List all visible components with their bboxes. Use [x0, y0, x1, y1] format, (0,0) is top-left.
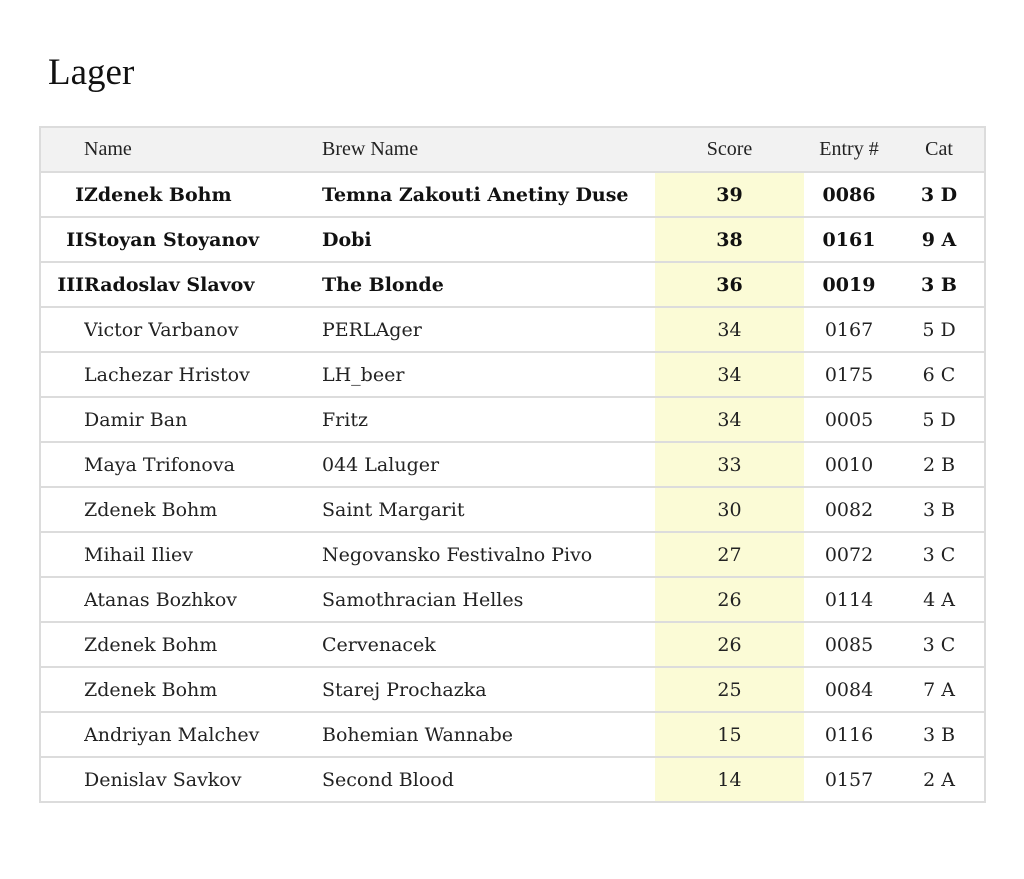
cell-score: 15 — [655, 712, 804, 757]
header-entry: Entry # — [804, 127, 894, 172]
header-brew-name: Brew Name — [322, 127, 655, 172]
cell-brew-name: Bohemian Wannabe — [322, 712, 655, 757]
cell-rank — [40, 487, 84, 532]
cell-score: 34 — [655, 397, 804, 442]
cell-brew-name: The Blonde — [322, 262, 655, 307]
cell-brew-name: PERLAger — [322, 307, 655, 352]
cell-cat: 5 D — [894, 307, 985, 352]
results-body — [40, 172, 985, 802]
cell-cat: 3 C — [894, 622, 985, 667]
cell-name: Radoslav Slavov — [84, 262, 322, 307]
cell-brew-name: Saint Margarit — [322, 487, 655, 532]
cell-name: Victor Varbanov — [84, 307, 322, 352]
cell-rank — [40, 577, 84, 622]
cell-name: Zdenek Bohm — [84, 667, 322, 712]
cell-cat: 7 A — [894, 667, 985, 712]
cell-name: Damir Ban — [84, 397, 322, 442]
cell-entry: 0085 — [804, 622, 894, 667]
results-table — [39, 126, 986, 803]
header-name: Name — [84, 127, 322, 172]
cell-entry: 0082 — [804, 487, 894, 532]
cell-score: 30 — [655, 487, 804, 532]
cell-rank — [40, 397, 84, 442]
page-title: Lager — [48, 52, 135, 93]
cell-cat: 5 D — [894, 397, 985, 442]
cell-rank — [40, 712, 84, 757]
cell-entry: 0157 — [804, 757, 894, 802]
cell-brew-name: Negovansko Festivalno Pivo — [322, 532, 655, 577]
table-row — [40, 487, 985, 532]
cell-cat: 3 D — [894, 172, 985, 217]
header-cat: Cat — [894, 127, 985, 172]
cell-brew-name: Starej Prochazka — [322, 667, 655, 712]
table-row — [40, 262, 985, 307]
cell-rank — [40, 352, 84, 397]
cell-score: 34 — [655, 352, 804, 397]
cell-brew-name: LH_beer — [322, 352, 655, 397]
cell-score: 33 — [655, 442, 804, 487]
cell-name: Denislav Savkov — [84, 757, 322, 802]
cell-cat: 3 B — [894, 262, 985, 307]
table-row — [40, 217, 985, 262]
cell-entry: 0019 — [804, 262, 894, 307]
cell-name: Zdenek Bohm — [84, 172, 322, 217]
cell-rank — [40, 442, 84, 487]
cell-cat: 2 B — [894, 442, 985, 487]
cell-rank — [40, 532, 84, 577]
cell-cat: 3 B — [894, 487, 985, 532]
cell-brew-name: Second Blood — [322, 757, 655, 802]
cell-cat: 2 A — [894, 757, 985, 802]
cell-brew-name: Samothracian Helles — [322, 577, 655, 622]
cell-rank — [40, 667, 84, 712]
cell-brew-name: Temna Zakouti Anetiny Duse — [322, 172, 655, 217]
cell-score: 38 — [655, 217, 804, 262]
cell-name: Zdenek Bohm — [84, 622, 322, 667]
cell-name: Andriyan Malchev — [84, 712, 322, 757]
cell-score: 34 — [655, 307, 804, 352]
cell-brew-name: 044 Laluger — [322, 442, 655, 487]
cell-entry: 0175 — [804, 352, 894, 397]
cell-cat: 3 B — [894, 712, 985, 757]
cell-entry: 0167 — [804, 307, 894, 352]
cell-name: Maya Trifonova — [84, 442, 322, 487]
cell-name: Zdenek Bohm — [84, 487, 322, 532]
cell-rank — [40, 757, 84, 802]
cell-name: Atanas Bozhkov — [84, 577, 322, 622]
cell-name: Lachezar Hristov — [84, 352, 322, 397]
cell-name: Stoyan Stoyanov — [84, 217, 322, 262]
cell-entry: 0114 — [804, 577, 894, 622]
table-row — [40, 172, 985, 217]
table-row — [40, 577, 985, 622]
cell-cat: 9 A — [894, 217, 985, 262]
cell-rank — [40, 622, 84, 667]
cell-entry: 0116 — [804, 712, 894, 757]
cell-entry: 0086 — [804, 172, 894, 217]
cell-entry: 0010 — [804, 442, 894, 487]
cell-score: 26 — [655, 622, 804, 667]
cell-rank — [40, 307, 84, 352]
table-row — [40, 622, 985, 667]
cell-entry: 0072 — [804, 532, 894, 577]
cell-cat: 6 C — [894, 352, 985, 397]
cell-score: 36 — [655, 262, 804, 307]
cell-brew-name: Dobi — [322, 217, 655, 262]
cell-rank: I — [40, 172, 84, 217]
cell-score: 14 — [655, 757, 804, 802]
header-rank — [40, 127, 84, 172]
cell-rank: III — [40, 262, 84, 307]
cell-cat: 4 A — [894, 577, 985, 622]
table-row — [40, 307, 985, 352]
cell-name: Mihail Iliev — [84, 532, 322, 577]
cell-score: 25 — [655, 667, 804, 712]
cell-brew-name: Cervenacek — [322, 622, 655, 667]
cell-entry: 0084 — [804, 667, 894, 712]
table-row — [40, 397, 985, 442]
table-row — [40, 532, 985, 577]
table-row — [40, 757, 985, 802]
cell-entry: 0005 — [804, 397, 894, 442]
table-row — [40, 712, 985, 757]
cell-cat: 3 C — [894, 532, 985, 577]
cell-score: 27 — [655, 532, 804, 577]
header-score: Score — [655, 127, 804, 172]
cell-rank: II — [40, 217, 84, 262]
cell-score: 26 — [655, 577, 804, 622]
table-row — [40, 667, 985, 712]
table-row — [40, 442, 985, 487]
cell-score: 39 — [655, 172, 804, 217]
table-row — [40, 352, 985, 397]
cell-entry: 0161 — [804, 217, 894, 262]
cell-brew-name: Fritz — [322, 397, 655, 442]
header-row — [40, 127, 985, 172]
